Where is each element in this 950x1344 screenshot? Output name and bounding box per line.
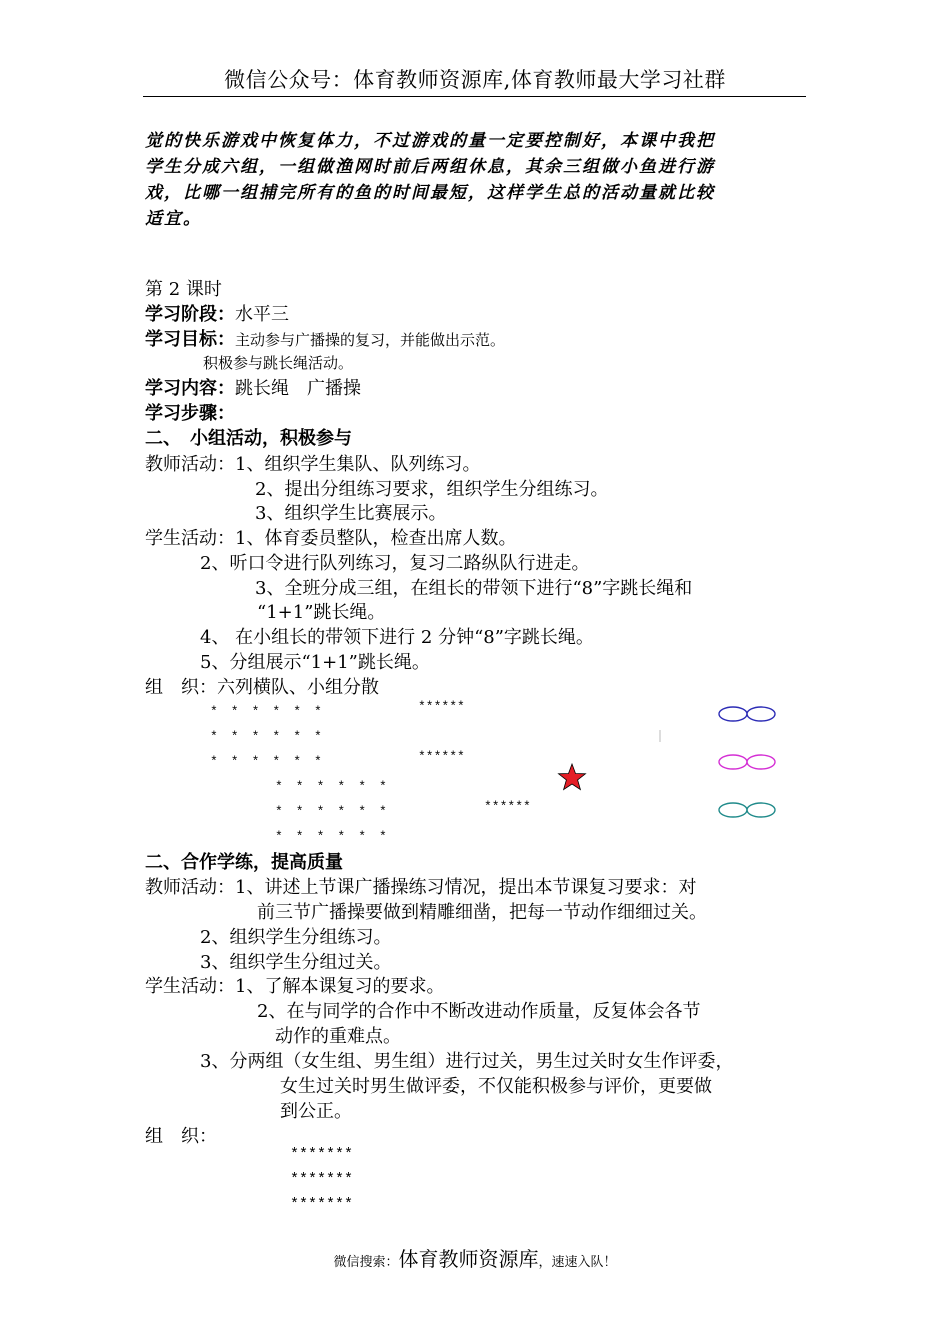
group-marker-2: ****** [418,749,465,764]
footer-name: 体育教师资源库 [398,1247,539,1271]
part2-row-2: ******* [290,1171,354,1188]
footer-prefix: 微信搜索： [333,1255,399,1270]
group-marker-1: ****** [418,699,465,714]
intro-line-1: 觉的快乐游戏中恢复体力，不过游戏的量一定要控制好，本课中我把 [145,131,715,151]
content-row [145,374,361,400]
part1-student-5: 5、分组展示“1+1”跳长绳。 [200,652,430,673]
lesson-period: 第 2 课时 [145,279,222,300]
formation-left-row-2: * * * * * * [210,729,322,744]
formation-right-row-3: * * * * * * [275,829,387,844]
part1-organization: 组 织：六列横队、小组分散 [145,677,379,698]
part2-student-2b: 动作的重难点。 [275,1026,401,1047]
page-footer [0,1243,950,1272]
stage-row [145,300,289,326]
part1-student-3b: “1+1”跳长绳。 [257,602,386,623]
faint-mark-icon [658,730,662,744]
part2-teacher-3: 3、组织学生分组过关。 [200,952,392,973]
stage-label: 学习阶段： [145,304,235,325]
part2-row-1: ******* [290,1146,354,1163]
intro-line-4: 适宜。 [145,209,202,229]
teacher-star-icon [556,762,588,794]
part2-row-3: ******* [290,1196,354,1213]
part2-teacher-2: 2、组织学生分组练习。 [200,927,392,948]
part2-heading: 二、合作学练，提高质量 [145,852,343,873]
part1-student-4: 4、 在小组长的带领下进行 2 分钟“8”字跳长绳。 [200,627,594,648]
page-header: 微信公众号：体育教师资源库,体育教师最大学习社群 [224,68,726,92]
intro-line-3: 戏，比哪一组捕完所有的鱼的时间最短，这样学生总的活动量就比较 [145,183,715,203]
part2-student-2a: 2、在与同学的合作中不断改进动作质量，反复体会各节 [257,1001,701,1022]
footer-suffix: ，速速入队！ [538,1255,617,1270]
part1-heading: 二、 小组活动，积极参与 [145,428,352,449]
formation-right-row-2: * * * * * * [275,804,387,819]
part2-student-1: 学生活动：1、了解本课复习的要求。 [145,976,445,997]
part1-teacher-3: 3、组织学生比赛展示。 [255,503,447,524]
header-divider [143,96,806,97]
part1-student-2: 2、听口令进行队列练习，复习二路纵队行进走。 [200,553,590,574]
part2-student-3b: 女生过关时男生做评委，不仅能积极参与评价，更要做 [280,1076,712,1097]
content-label: 学习内容： [145,378,235,399]
formation-left-row-1: * * * * * * [210,704,322,719]
stage-value: 水平三 [235,304,289,325]
part2-student-3a: 3、分两组（女生组、男生组）进行过关，男生过关时女生作评委， [200,1051,734,1072]
part2-teacher-1a: 教师活动：1、讲述上节课广播操练习情况，提出本节课复习要求：对 [145,877,697,898]
part1-teacher-1: 教师活动：1、组织学生集队、队列练习。 [145,454,481,475]
formation-left-row-3: * * * * * * [210,754,322,769]
goal-2: 积极参与跳长绳活动。 [203,354,354,372]
part1-student-3a: 3、全班分成三组，在组长的带领下进行“8”字跳长绳和 [255,578,693,599]
part1-student-1: 学生活动：1、体育委员整队，检查出席人数。 [145,528,517,549]
part2-student-3c: 到公正。 [280,1101,352,1122]
group-marker-3: ****** [484,799,531,814]
content-value: 跳长绳 广播操 [235,378,361,399]
goal-row [145,325,505,351]
part1-teacher-2: 2、提出分组练习要求，组织学生分组练习。 [255,479,609,500]
part2-teacher-1b: 前三节广播操要做到精雕细凿，把每一节动作细细过关。 [257,902,707,923]
part2-organization: 组 织： [145,1126,217,1147]
steps-label: 学习步骤： [145,403,235,424]
rope-loop-magenta-icon [717,752,779,772]
goal-1: 主动参与广播操的复习，并能做出示范。 [235,331,506,349]
rope-loop-blue-icon [717,704,779,724]
formation-right-row-1: * * * * * * [275,779,387,794]
goal-label: 学习目标： [145,329,235,350]
intro-line-2: 学生分成六组，一组做渔网时前后两组休息，其余三组做小鱼进行游 [145,157,715,177]
rope-loop-teal-icon [717,800,779,820]
